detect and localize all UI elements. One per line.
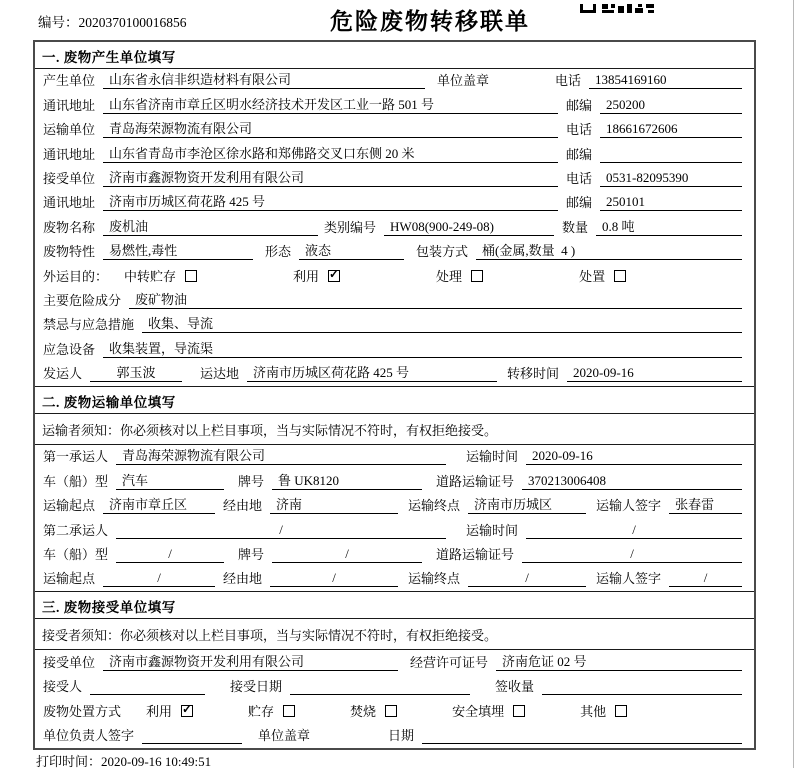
field-value: 张春雷 bbox=[669, 497, 742, 514]
page-title: 危险废物转移联单 bbox=[330, 9, 530, 34]
field-label: 主要危险成分 bbox=[43, 292, 122, 308]
field-value: / bbox=[103, 570, 215, 587]
form-row bbox=[35, 167, 754, 191]
checkbox-label: 处置 bbox=[579, 268, 606, 284]
field-label: 运输起点 bbox=[43, 498, 96, 514]
field-value: 济南市历城区荷花路 425 号 bbox=[103, 194, 558, 211]
field-value: 易燃性,毒性 bbox=[103, 243, 253, 260]
field-label: 牌号 bbox=[238, 473, 265, 489]
form-row bbox=[35, 362, 754, 386]
form-row bbox=[35, 699, 754, 723]
field-label: 接受单位 bbox=[43, 654, 96, 670]
field-label: 接受单位 bbox=[43, 170, 96, 186]
form-row bbox=[35, 69, 754, 93]
print-time bbox=[36, 751, 211, 770]
checkbox-label: 安全填埋 bbox=[452, 703, 505, 719]
field-value bbox=[542, 678, 742, 695]
field-value: 济南市历城区 bbox=[468, 497, 586, 514]
form-row bbox=[35, 191, 754, 215]
field-value: / bbox=[669, 570, 742, 587]
form-row bbox=[35, 675, 754, 699]
field-value: 250101 bbox=[600, 194, 742, 211]
field-value: 郭玉波 bbox=[90, 365, 182, 382]
transfer-form-table bbox=[33, 40, 756, 750]
checkbox-label: 贮存 bbox=[248, 703, 275, 719]
field-label: 通讯地址 bbox=[43, 97, 96, 113]
field-label: 签收量 bbox=[495, 679, 535, 695]
field-label: 车（船）型 bbox=[43, 547, 109, 563]
form-row bbox=[35, 518, 754, 542]
field-label: 单位盖章 bbox=[258, 727, 311, 743]
field-value: / bbox=[270, 570, 398, 587]
field-label: 电话 bbox=[555, 73, 582, 89]
field-label: 单位盖章 bbox=[437, 73, 490, 89]
field-label: 单位负责人签字 bbox=[43, 727, 135, 743]
form-row bbox=[35, 337, 754, 361]
form-row bbox=[35, 118, 754, 142]
form-row bbox=[35, 567, 754, 591]
field-label: 电话 bbox=[566, 122, 593, 138]
field-label: 运输单位 bbox=[43, 122, 96, 138]
checkbox-label: 焚烧 bbox=[350, 703, 377, 719]
checkbox-group bbox=[293, 268, 340, 285]
field-label: 转移时间 bbox=[507, 366, 560, 382]
field-label: 经营许可证号 bbox=[410, 654, 489, 670]
checkbox bbox=[513, 705, 525, 717]
doc-number-value: 2020370100016856 bbox=[78, 15, 187, 30]
field-label: 运输起点 bbox=[43, 571, 96, 587]
checkbox-group bbox=[350, 703, 397, 720]
section-heading: 二. 废物运输单位填写 bbox=[35, 386, 754, 414]
field-label: 接受人 bbox=[43, 679, 83, 695]
form-row bbox=[35, 724, 754, 748]
field-value: 济南 bbox=[270, 497, 398, 514]
field-value: / bbox=[116, 546, 224, 563]
field-label: 道路运输证号 bbox=[436, 473, 515, 489]
field-value: 2020-09-16 bbox=[526, 448, 742, 465]
field-value bbox=[600, 146, 742, 163]
field-value: 鲁 UK8120 bbox=[272, 473, 422, 490]
qr-code-fragment-icon bbox=[580, 0, 654, 18]
checkbox-group bbox=[452, 703, 525, 720]
form-row bbox=[35, 142, 754, 166]
field-label: 邮编 bbox=[566, 146, 593, 162]
field-value: 山东省青岛市李沧区徐水路和郑佛路交叉口东侧 20 米 bbox=[103, 146, 558, 163]
field-label: 形态 bbox=[265, 244, 292, 260]
checkbox bbox=[185, 270, 197, 282]
field-value: 济南危证 02 号 bbox=[496, 654, 742, 671]
field-value: 2020-09-16 bbox=[567, 365, 742, 382]
section-heading: 一. 废物产生单位填写 bbox=[35, 42, 754, 69]
field-value: 桶(金属,数量 4 ) bbox=[476, 243, 742, 260]
checkbox bbox=[385, 705, 397, 717]
field-value: 收集装置，导流渠 bbox=[103, 341, 742, 358]
field-label: 运输时间 bbox=[466, 449, 519, 465]
checkbox bbox=[614, 270, 626, 282]
field-value: 山东省济南市章丘区明水经济技术开发区工业一路 501 号 bbox=[103, 97, 558, 114]
checkbox-label: 利用 bbox=[146, 703, 173, 719]
field-label: 禁忌与应急措施 bbox=[43, 317, 135, 333]
field-value: 青岛海荣源物流有限公司 bbox=[103, 121, 558, 138]
checkbox-label: 利用 bbox=[293, 268, 320, 284]
field-value bbox=[290, 678, 470, 695]
field-label: 发运人 bbox=[43, 366, 83, 382]
print-time-label: 打印时间： bbox=[36, 754, 102, 769]
checkbox-group bbox=[146, 703, 193, 720]
field-label: 运输时间 bbox=[466, 522, 519, 538]
field-label: 经由地 bbox=[223, 571, 263, 587]
field-value: 0.8 吨 bbox=[596, 219, 742, 236]
checkbox-label: 其他 bbox=[580, 703, 607, 719]
form-row bbox=[35, 289, 754, 313]
field-label: 废物处置方式 bbox=[43, 703, 122, 719]
field-label: 第二承运人 bbox=[43, 522, 109, 538]
field-label: 废物特性 bbox=[43, 244, 96, 260]
checkbox bbox=[283, 705, 295, 717]
form-row bbox=[35, 494, 754, 518]
field-label: 外运目的： bbox=[43, 268, 109, 284]
field-label: 包装方式 bbox=[416, 244, 469, 260]
section-heading: 三. 废物接受单位填写 bbox=[35, 591, 754, 619]
field-value: / bbox=[526, 522, 742, 539]
field-label: 邮编 bbox=[566, 195, 593, 211]
field-value: 济南市历城区荷花路 425 号 bbox=[247, 365, 497, 382]
field-label: 第一承运人 bbox=[43, 449, 109, 465]
field-label: 应急设备 bbox=[43, 341, 96, 357]
section-note: 运输者须知：你必须核对以上栏目事项，当与实际情况不符时，有权拒绝接受。 bbox=[35, 414, 754, 445]
field-label: 数量 bbox=[562, 219, 589, 235]
check-icon: ✓ bbox=[329, 266, 340, 281]
doc-number-label: 编号： bbox=[38, 15, 79, 30]
field-value: 山东省永信非织造材料有限公司 bbox=[103, 72, 425, 89]
field-label: 通讯地址 bbox=[43, 195, 96, 211]
form-row bbox=[35, 469, 754, 493]
form-row bbox=[35, 543, 754, 567]
page-edge-line bbox=[793, 0, 794, 768]
checkbox bbox=[471, 270, 483, 282]
field-value: 废矿物油 bbox=[129, 292, 742, 309]
checkbox-group bbox=[436, 268, 483, 285]
field-value: 液态 bbox=[299, 243, 404, 260]
checkbox-group bbox=[579, 268, 626, 285]
field-value: 济南市鑫源物资开发利用有限公司 bbox=[103, 654, 398, 671]
form-row bbox=[35, 93, 754, 117]
field-label: 产生单位 bbox=[43, 73, 96, 89]
field-value: / bbox=[468, 570, 586, 587]
field-value: / bbox=[522, 546, 742, 563]
field-value: 13854169160 bbox=[589, 72, 742, 89]
field-label: 道路运输证号 bbox=[436, 547, 515, 563]
field-label: 运输终点 bbox=[408, 498, 461, 514]
field-value: HW08(900-249-08) bbox=[384, 219, 554, 236]
form-row bbox=[35, 215, 754, 239]
section-note: 接受者须知：你必须核对以上栏目事项，当与实际情况不符时，有权拒绝接受。 bbox=[35, 619, 754, 650]
field-value: 0531-82095390 bbox=[600, 170, 742, 187]
form-row bbox=[35, 313, 754, 337]
field-label: 车（船）型 bbox=[43, 473, 109, 489]
field-value: 汽车 bbox=[116, 473, 224, 490]
checkbox bbox=[615, 705, 627, 717]
field-value: 济南市鑫源物资开发利用有限公司 bbox=[103, 170, 558, 187]
field-label: 类别编号 bbox=[324, 219, 377, 235]
checkbox-group bbox=[580, 703, 627, 720]
field-value: 收集、导流 bbox=[142, 316, 742, 333]
field-label: 经由地 bbox=[223, 498, 263, 514]
field-label: 牌号 bbox=[238, 547, 265, 563]
field-label: 日期 bbox=[388, 727, 415, 743]
checkbox bbox=[181, 701, 193, 717]
form-row bbox=[35, 650, 754, 674]
field-label: 运达地 bbox=[200, 366, 240, 382]
checkbox-label: 中转贮存 bbox=[124, 268, 177, 284]
field-value bbox=[422, 727, 742, 744]
checkbox bbox=[328, 266, 340, 282]
field-value: / bbox=[272, 546, 422, 563]
field-value: 废机油 bbox=[103, 219, 318, 236]
checkbox-label: 处理 bbox=[436, 268, 463, 284]
field-label: 废物名称 bbox=[43, 219, 96, 235]
field-value: 250200 bbox=[600, 97, 742, 114]
form-row bbox=[35, 264, 754, 288]
field-value bbox=[142, 727, 242, 744]
field-value: 济南市章丘区 bbox=[103, 497, 215, 514]
field-label: 通讯地址 bbox=[43, 146, 96, 162]
print-time-value: 2020-09-16 10:49:51 bbox=[101, 754, 212, 769]
field-label: 运输终点 bbox=[408, 571, 461, 587]
field-label: 运输人签字 bbox=[596, 498, 662, 514]
doc-number bbox=[38, 11, 187, 31]
checkbox-group bbox=[124, 268, 197, 285]
field-value: / bbox=[116, 522, 446, 539]
checkbox-group bbox=[248, 703, 295, 720]
field-label: 电话 bbox=[566, 170, 593, 186]
field-label: 接受日期 bbox=[230, 679, 283, 695]
form-row bbox=[35, 240, 754, 264]
field-value: 18661672606 bbox=[600, 121, 742, 138]
field-label: 运输人签字 bbox=[596, 571, 662, 587]
form-row bbox=[35, 445, 754, 469]
field-value: 370213006408 bbox=[522, 473, 742, 490]
field-value bbox=[90, 678, 205, 695]
field-value: 青岛海荣源物流有限公司 bbox=[116, 448, 446, 465]
field-label: 邮编 bbox=[566, 97, 593, 113]
check-icon: ✓ bbox=[182, 701, 193, 716]
